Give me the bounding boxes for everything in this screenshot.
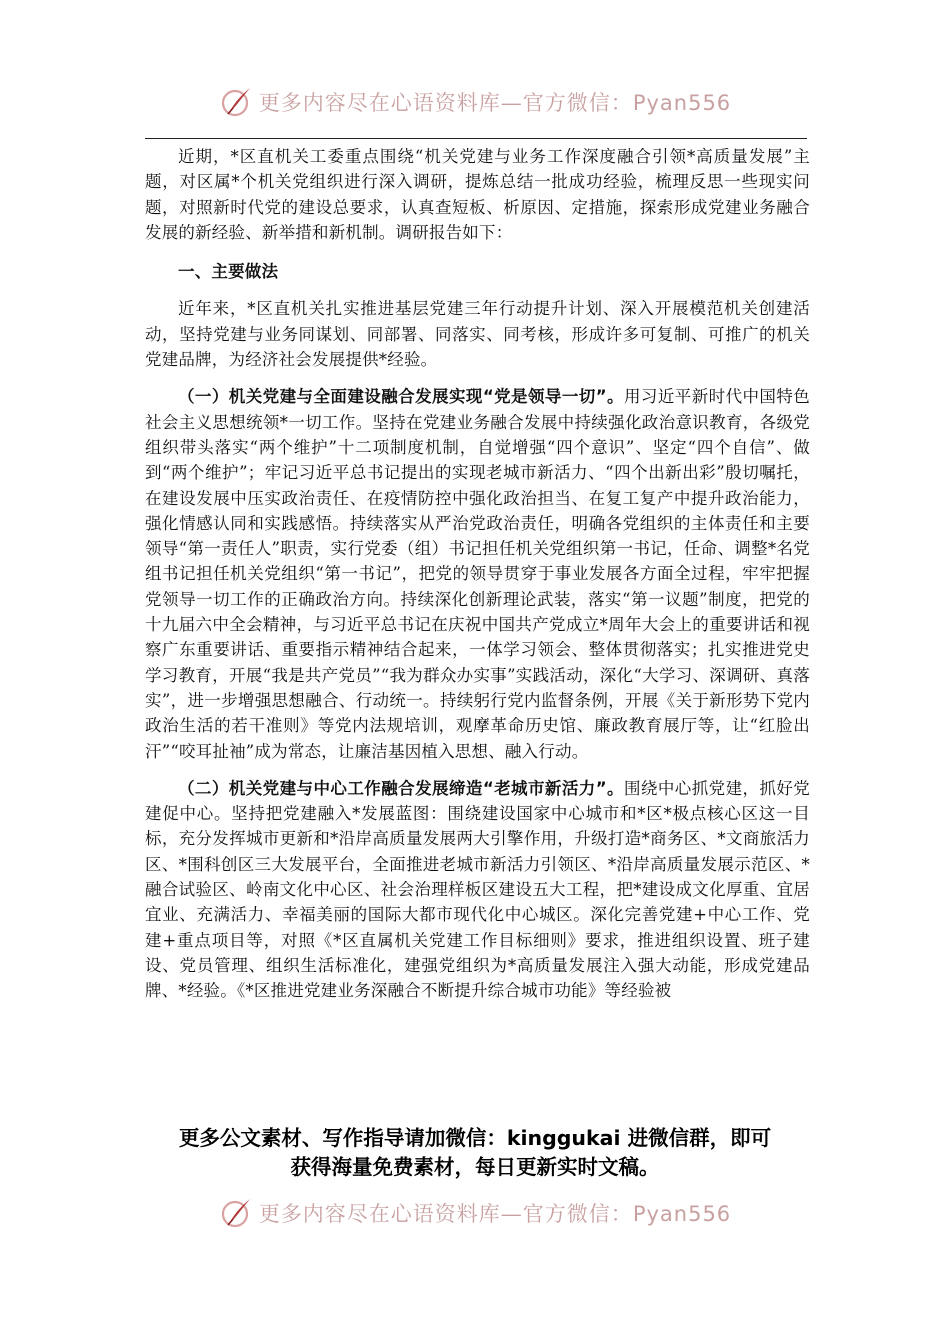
header-wechat-id: Pyan556 xyxy=(632,91,732,115)
section-1-title: （一）机关党建与全面建设融合发展实现“党是领导一切”。 xyxy=(178,387,624,407)
section-1-body: 用习近平新时代中国特色社会主义思想统领*一切工作。坚持在党建业务融合发展中持续强化政治意识教育，各级党组织带头落实“两个维护”十二项制度机制，自觉增强“四个意识”、坚定“四个自信”、做到“两个维护”；牢记习近平总书记提出的实现老城市新活力、“四个出新出彩”殷切嘱托，在建设发展中压实政治责任、在疫情防控中强化政治担当、在复工复产中提升政治能力，强化情感认同和实践感悟。持续落实从严治党政治责任，明确各党组织的主体责任和主要领导“第一责任人”职责，实行党委（组）书记担任机关党组织第一书记，任命、调整*名党组书记担任机关党组织“第一书记”，把党的领导贯穿于事业发展各方面全过程，牢牢把握党领导一切工作的正确政治方向。持续深化创新理论武装，落实“第一议题”制度，把党的十九届六中全会精神，与习近平总书记在庆祝中国共产党成立*周年大会上的重要讲话和视察广东重要讲话、重要指示精神结合起来，一体学习领会、整体贯彻落实；扎实推进党史学习教育，开展“我是共产党员”“我为群众办实事”实践活动，深化“大学习、深调研、真落实”，进一步增强思想融合、行动统一。持续躬行党内监督条例，开展《关于新形势下党内政治生活的若干准则》等党内法规培训，观摩革命历史馆、廉政教育展厅等，让“红脸出汗”“咬耳扯袖”成为常态，让廉洁基因植入思想、融入行动。 xyxy=(145,387,811,761)
footer-banner-text: 更多内容尽在心语资料库—官方微信：Pyan556 xyxy=(258,1202,732,1226)
header-banner xyxy=(0,82,950,122)
promo-notice xyxy=(0,1124,950,1182)
quill-logo-icon xyxy=(219,85,253,119)
promo-line-2: 获得海量免费素材，每日更新实时文稿。 xyxy=(290,1155,660,1179)
section-heading: 一、主要做法 xyxy=(178,262,279,282)
header-banner-text: 更多内容尽在心语资料库—官方微信：Pyan556 xyxy=(258,91,732,115)
quill-logo-icon xyxy=(219,1196,253,1230)
footer-wechat-id: Pyan556 xyxy=(632,1202,732,1226)
section-2-body: 围绕中心抓党建，抓好党建促中心。坚持把党建融入*发展蓝图：围绕建设国家中心城市和*区*极点核心区这一目标，充分发挥城市更新和*沿岸高质量发展两大引擎作用，升级打造*商务区、*文商旅活力区、*围科创区三大发展平台，全面推进老城市新活力引领区、*沿岸高质量发展示范区、*融合试验区、岭南文化中心区、社会治理样板区建设五大工程，把*建设成文化厚重、宜居宜业、充满活力、幸福美丽的国际大都市现代化中心城区。深化完善党建+中心工作、党建+重点项目等，对照《*区直属机关党建工作目标细则》要求，推进组织设置、班子建设、党员管理、组织生活标准化，建强党组织为*高质量发展注入强大动能，形成党建品牌、*经验。《*区推进党建业务深融合不断提升综合城市功能》等经验被 xyxy=(145,778,811,1001)
section-2-title: （二）机关党建与中心工作融合发展缔造“老城市新活力”。 xyxy=(178,778,624,798)
intro-paragraph: 近期，*区直机关工委重点围绕“机关党建与业务工作深度融合引领*高质量发展”主题，对区属*个机关党组织进行深入调研，提炼总结一批成功经验，梳理反思一些现实问题，对照新时代党的建设总要求，认真查短板、析原因、定措施，探索形成党建业务融合发展的新经验、新举措和新机制。调研报告如下： xyxy=(145,147,810,242)
paragraph-section-2 xyxy=(145,776,810,1004)
promo-line-1: 更多公文素材、写作指导请加微信：kinggukai 进微信群，即可 xyxy=(178,1126,772,1150)
document-body xyxy=(145,144,810,1004)
footer-banner xyxy=(0,1193,950,1233)
paragraph-section-1 xyxy=(145,384,810,763)
header-rule xyxy=(145,138,807,139)
paragraph-overview: 近年来，*区直机关扎实推进基层党建三年行动提升计划、深入开展模范机关创建活动，坚持党建与业务同谋划、同部署、同落实、同考核，形成许多可复制、可推广的机关党建品牌，为经济社会发展提供*经验。 xyxy=(145,299,810,370)
